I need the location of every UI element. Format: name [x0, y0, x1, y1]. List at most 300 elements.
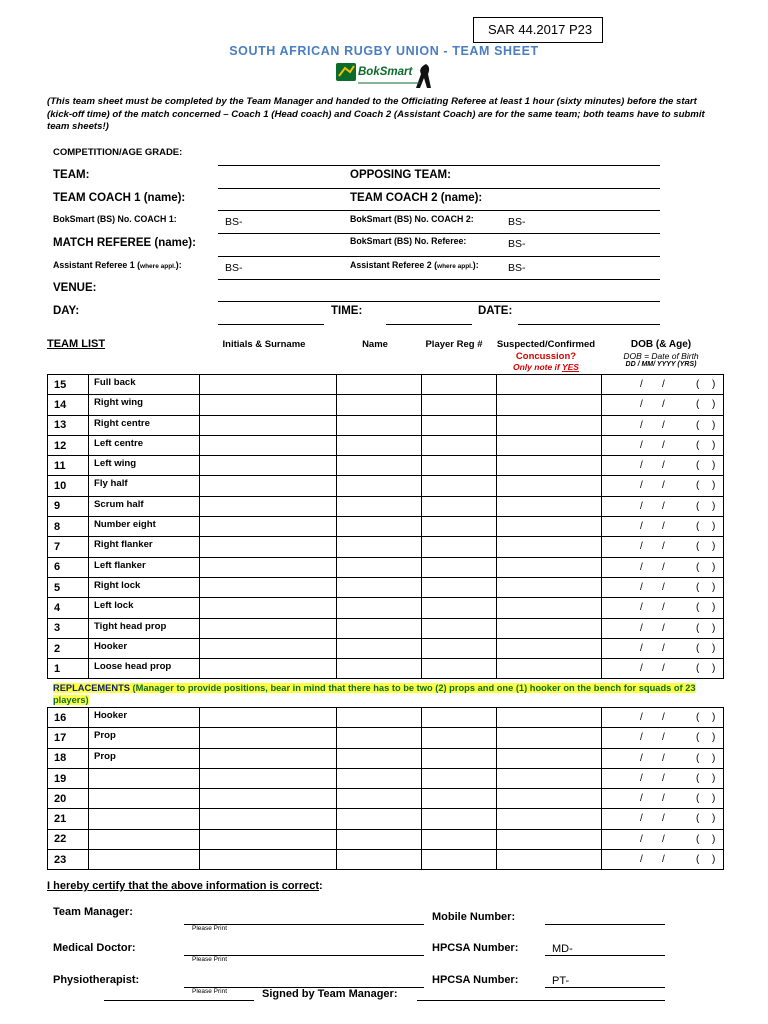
table-row: [48, 829, 724, 849]
player-reg-cell[interactable]: [422, 638, 497, 658]
dob-slash-2: /: [662, 813, 665, 825]
player-reg-cell[interactable]: [422, 375, 497, 395]
age-paren-close: ): [712, 602, 716, 614]
dob-cell[interactable]: [602, 638, 724, 658]
jersey-number: 13: [48, 415, 89, 435]
dob-slash-1: /: [640, 602, 643, 614]
name-cell[interactable]: [337, 517, 422, 537]
age-paren-open: (: [696, 379, 700, 390]
concussion-cell[interactable]: [497, 415, 602, 435]
name-cell[interactable]: [337, 618, 422, 638]
name-cell[interactable]: [337, 577, 422, 597]
physio-signature-line[interactable]: [104, 1000, 254, 1001]
dob-slash-2: /: [662, 500, 665, 512]
position-label: Fly half: [89, 476, 200, 496]
col-concussion-line2: Concussion?: [515, 351, 577, 362]
day-label: DAY:: [53, 305, 80, 317]
age-paren-open: (: [696, 793, 700, 805]
dob-slash-2: /: [662, 379, 665, 390]
position-label: [89, 768, 200, 788]
jersey-number: 11: [48, 456, 89, 476]
jersey-number: 10: [48, 476, 89, 496]
table-row: [48, 395, 724, 415]
dob-slash-1: /: [640, 581, 643, 593]
concussion-cell[interactable]: [497, 728, 602, 748]
name-cell[interactable]: [337, 748, 422, 768]
age-paren-open: (: [696, 663, 700, 675]
concussion-cell[interactable]: [497, 829, 602, 849]
dob-slash-2: /: [662, 772, 665, 784]
age-paren-open: (: [696, 561, 700, 573]
jersey-number: 9: [48, 496, 89, 516]
ar1-label-text: Assistant Referee 1 (: [53, 260, 141, 270]
jersey-number: 5: [48, 577, 89, 597]
replacements-label: REPLACEMENTS: [53, 683, 133, 693]
dob-slash-2: /: [662, 793, 665, 805]
dob-cell[interactable]: [602, 435, 724, 455]
initials-surname-cell[interactable]: [200, 850, 337, 870]
bs-coach1-label: BokSmart (BS) No. COACH 1:: [53, 214, 177, 224]
player-reg-cell[interactable]: [422, 496, 497, 516]
initials-surname-cell[interactable]: [200, 708, 337, 728]
dob-slash-2: /: [662, 712, 665, 723]
dob-slash-1: /: [640, 642, 643, 654]
hpcsa-value-1[interactable]: MD-: [552, 943, 573, 955]
dob-cell[interactable]: [602, 395, 724, 415]
dob-slash-1: /: [640, 480, 643, 492]
concussion-cell[interactable]: [497, 638, 602, 658]
please-print-2: Please Print: [192, 956, 228, 963]
dob-slash-1: /: [640, 541, 643, 553]
concussion-cell[interactable]: [497, 618, 602, 638]
initials-surname-cell[interactable]: [200, 476, 337, 496]
age-paren-open: (: [696, 833, 700, 845]
dob-cell[interactable]: [602, 598, 724, 618]
dob-cell[interactable]: [602, 789, 724, 809]
concussion-cell[interactable]: [497, 748, 602, 768]
name-cell[interactable]: [337, 708, 422, 728]
bs-referee-value[interactable]: BS-: [508, 238, 526, 250]
age-paren-open: (: [696, 732, 700, 744]
concussion-cell[interactable]: [497, 850, 602, 870]
name-cell[interactable]: [337, 395, 422, 415]
table-row: [48, 375, 724, 395]
venue-line[interactable]: [218, 301, 660, 302]
concussion-cell[interactable]: [497, 435, 602, 455]
concussion-cell[interactable]: [497, 375, 602, 395]
age-paren-close: ): [712, 521, 716, 533]
name-cell[interactable]: [337, 809, 422, 829]
dob-cell[interactable]: [602, 748, 724, 768]
table-row: [48, 415, 724, 435]
age-paren-close: ): [712, 379, 716, 390]
dob-cell[interactable]: [602, 557, 724, 577]
dob-slash-1: /: [640, 500, 643, 512]
initials-surname-cell[interactable]: [200, 415, 337, 435]
age-paren-close: ): [712, 712, 716, 723]
dob-cell[interactable]: [602, 375, 724, 395]
jersey-number: 17: [48, 728, 89, 748]
dob-cell[interactable]: [602, 517, 724, 537]
dob-cell[interactable]: [602, 496, 724, 516]
table-row: [48, 517, 724, 537]
col-dob-line3: DD / MM/ YYYY (YRS): [625, 361, 697, 368]
certify-text: I hereby certify that the above information is correct: [47, 880, 320, 892]
concussion-cell[interactable]: [497, 659, 602, 679]
starters-table: [47, 374, 724, 679]
day-line[interactable]: [218, 324, 324, 325]
name-cell[interactable]: [337, 476, 422, 496]
jersey-number: 19: [48, 768, 89, 788]
position-label: Right centre: [89, 415, 200, 435]
dob-slash-2: /: [662, 732, 665, 744]
initials-surname-cell[interactable]: [200, 728, 337, 748]
jersey-number: 16: [48, 708, 89, 728]
player-reg-cell[interactable]: [422, 768, 497, 788]
hpcsa-label-1: HPCSA Number:: [432, 942, 519, 954]
dob-slash-1: /: [640, 561, 643, 573]
age-paren-close: ): [712, 581, 716, 593]
concussion-cell[interactable]: [497, 577, 602, 597]
name-cell[interactable]: [337, 638, 422, 658]
jersey-number: 20: [48, 789, 89, 809]
mobile-label: Mobile Number:: [432, 911, 516, 923]
dob-slash-2: /: [662, 663, 665, 675]
name-cell[interactable]: [337, 768, 422, 788]
competition-label: COMPETITION/AGE GRADE:: [53, 147, 183, 158]
logo-text: BokSmart: [358, 66, 413, 78]
team-line[interactable]: [218, 188, 660, 189]
coach1-label: TEAM COACH 1 (name):: [53, 192, 186, 204]
age-paren-open: (: [696, 854, 700, 866]
player-reg-cell[interactable]: [422, 728, 497, 748]
dob-slash-1: /: [640, 379, 643, 390]
initials-surname-cell[interactable]: [200, 456, 337, 476]
initials-surname-cell[interactable]: [200, 618, 337, 638]
age-paren-open: (: [696, 521, 700, 533]
team-manager-label: Team Manager:: [53, 906, 133, 918]
table-row: [48, 537, 724, 557]
signed-by-label: Signed by Team Manager:: [262, 988, 398, 1000]
position-label: Prop: [89, 748, 200, 768]
dob-slash-1: /: [640, 521, 643, 533]
dob-slash-1: /: [640, 712, 643, 723]
dob-slash-1: /: [640, 439, 643, 451]
ar2-label-text: Assistant Referee 2 (: [350, 260, 438, 270]
player-reg-cell[interactable]: [422, 659, 497, 679]
player-reg-cell[interactable]: [422, 618, 497, 638]
concussion-cell[interactable]: [497, 476, 602, 496]
ar1-value[interactable]: BS-: [225, 262, 243, 274]
player-reg-cell[interactable]: [422, 395, 497, 415]
position-label: Loose head prop: [89, 659, 200, 679]
col-dob-line2: DOB = Date of Birth: [623, 351, 699, 361]
name-cell[interactable]: [337, 496, 422, 516]
jersey-number: 1: [48, 659, 89, 679]
dob-slash-2: /: [662, 622, 665, 634]
ar1-label: [53, 260, 182, 270]
position-label: Prop: [89, 728, 200, 748]
position-label: Scrum half: [89, 496, 200, 516]
name-cell[interactable]: [337, 850, 422, 870]
time-label: TIME:: [331, 305, 363, 317]
position-label: Number eight: [89, 517, 200, 537]
table-row: [48, 850, 724, 870]
initials-surname-cell[interactable]: [200, 517, 337, 537]
ar2-label: [350, 260, 479, 270]
ar2-label-end: ):: [472, 260, 479, 270]
bs-coach-line: [218, 233, 660, 234]
table-row: [48, 789, 724, 809]
hpcsa-line-2: [545, 987, 665, 988]
ar-line: [218, 279, 660, 280]
team-label: TEAM:: [53, 169, 90, 181]
dob-cell[interactable]: [602, 728, 724, 748]
jersey-number: 4: [48, 598, 89, 618]
dob-slash-2: /: [662, 460, 665, 472]
dob-slash-2: /: [662, 399, 665, 411]
age-paren-close: ): [712, 399, 716, 411]
physio-label: Physiotherapist:: [53, 974, 140, 986]
age-paren-open: (: [696, 500, 700, 512]
name-cell[interactable]: [337, 659, 422, 679]
dob-slash-1: /: [640, 833, 643, 845]
player-reg-cell[interactable]: [422, 557, 497, 577]
age-paren-open: (: [696, 642, 700, 654]
position-label: [89, 809, 200, 829]
initials-surname-cell[interactable]: [200, 577, 337, 597]
coach-line[interactable]: [218, 210, 660, 211]
dob-cell[interactable]: [602, 476, 724, 496]
player-reg-cell[interactable]: [422, 708, 497, 728]
player-reg-cell[interactable]: [422, 415, 497, 435]
initials-surname-cell[interactable]: [200, 809, 337, 829]
concussion-cell[interactable]: [497, 789, 602, 809]
col-initials-surname: Initials & Surname: [222, 339, 306, 350]
concussion-cell[interactable]: [497, 557, 602, 577]
initials-surname-cell[interactable]: [200, 557, 337, 577]
initials-surname-cell[interactable]: [200, 375, 337, 395]
initials-surname-cell[interactable]: [200, 768, 337, 788]
age-paren-open: (: [696, 813, 700, 825]
age-paren-open: (: [696, 772, 700, 784]
dob-cell[interactable]: [602, 537, 724, 557]
certify-colon: :: [319, 880, 323, 892]
jersey-number: 6: [48, 557, 89, 577]
position-label: [89, 829, 200, 849]
dob-cell[interactable]: [602, 659, 724, 679]
age-paren-open: (: [696, 602, 700, 614]
name-cell[interactable]: [337, 557, 422, 577]
mobile-line[interactable]: [545, 924, 665, 925]
age-paren-open: (: [696, 419, 700, 431]
dob-slash-2: /: [662, 419, 665, 431]
dob-slash-2: /: [662, 602, 665, 614]
initials-surname-cell[interactable]: [200, 638, 337, 658]
age-paren-open: (: [696, 712, 700, 723]
replacements-text: (Manager to provide positions, bear in mind that there has to be two (2) props and one (1) hooker on the bench for squads of 23 players): [53, 683, 696, 705]
jersey-number: 2: [48, 638, 89, 658]
dob-slash-2: /: [662, 480, 665, 492]
jersey-number: 14: [48, 395, 89, 415]
dob-slash-2: /: [662, 642, 665, 654]
name-cell[interactable]: [337, 728, 422, 748]
dob-slash-2: /: [662, 439, 665, 451]
dob-slash-2: /: [662, 833, 665, 845]
initials-surname-cell[interactable]: [200, 537, 337, 557]
col-name: Name: [362, 339, 388, 350]
dob-cell[interactable]: [602, 577, 724, 597]
jersey-number: 7: [48, 537, 89, 557]
player-reg-cell[interactable]: [422, 829, 497, 849]
replacements-note: [47, 680, 723, 709]
player-reg-cell[interactable]: [422, 789, 497, 809]
initials-surname-cell[interactable]: [200, 659, 337, 679]
dob-slash-1: /: [640, 622, 643, 634]
age-paren-open: (: [696, 439, 700, 451]
table-row: [48, 618, 724, 638]
initials-surname-cell[interactable]: [200, 789, 337, 809]
player-reg-cell[interactable]: [422, 476, 497, 496]
dob-slash-2: /: [662, 854, 665, 866]
position-label: Full back: [89, 375, 200, 395]
concussion-cell[interactable]: [497, 456, 602, 476]
table-row: [48, 496, 724, 516]
concussion-cell[interactable]: [497, 496, 602, 516]
position-label: Left lock: [89, 598, 200, 618]
age-paren-close: ): [712, 772, 716, 784]
age-paren-open: (: [696, 399, 700, 411]
initials-surname-cell[interactable]: [200, 395, 337, 415]
table-row: [48, 598, 724, 618]
player-reg-cell[interactable]: [422, 809, 497, 829]
name-cell[interactable]: [337, 537, 422, 557]
col-concussion-line3: [488, 362, 604, 372]
venue-label: VENUE:: [53, 282, 97, 294]
boksmart-logo: [336, 60, 436, 92]
dob-cell[interactable]: [602, 708, 724, 728]
player-reg-cell[interactable]: [422, 577, 497, 597]
dob-slash-1: /: [640, 663, 643, 675]
hpcsa-line-1: [545, 955, 665, 956]
age-paren-close: ): [712, 732, 716, 744]
dob-cell[interactable]: [602, 850, 724, 870]
name-cell[interactable]: [337, 415, 422, 435]
page-title: SOUTH AFRICAN RUGBY UNION - TEAM SHEET: [229, 44, 539, 58]
concussion-cell[interactable]: [497, 395, 602, 415]
name-cell[interactable]: [337, 435, 422, 455]
position-label: Left centre: [89, 435, 200, 455]
dob-cell[interactable]: [602, 415, 724, 435]
age-paren-close: ): [712, 752, 716, 764]
dob-cell[interactable]: [602, 768, 724, 788]
dob-slash-2: /: [662, 581, 665, 593]
jersey-number: 12: [48, 435, 89, 455]
dob-cell[interactable]: [602, 456, 724, 476]
jersey-number: 23: [48, 850, 89, 870]
position-label: Left flanker: [89, 557, 200, 577]
yes-text: YES: [561, 362, 579, 372]
player-reg-cell[interactable]: [422, 537, 497, 557]
please-print-1: Please Print: [192, 925, 228, 932]
name-cell[interactable]: [337, 375, 422, 395]
medical-doctor-label: Medical Doctor:: [53, 942, 136, 954]
initials-surname-cell[interactable]: [200, 829, 337, 849]
concussion-cell[interactable]: [497, 517, 602, 537]
player-reg-cell[interactable]: [422, 598, 497, 618]
dob-slash-1: /: [640, 793, 643, 805]
age-paren-close: ): [712, 439, 716, 451]
initials-surname-cell[interactable]: [200, 748, 337, 768]
name-cell[interactable]: [337, 789, 422, 809]
name-cell[interactable]: [337, 598, 422, 618]
replacements-table: [47, 707, 724, 870]
please-print-3: Please Print: [192, 988, 228, 995]
position-label: [89, 789, 200, 809]
dob-slash-2: /: [662, 521, 665, 533]
table-row: [48, 728, 724, 748]
coach2-label: TEAM COACH 2 (name):: [350, 192, 483, 204]
time-line[interactable]: [386, 324, 472, 325]
player-reg-cell[interactable]: [422, 517, 497, 537]
concussion-cell[interactable]: [497, 809, 602, 829]
dob-slash-2: /: [662, 541, 665, 553]
concussion-cell[interactable]: [497, 708, 602, 728]
competition-line[interactable]: [218, 165, 660, 166]
player-reg-cell[interactable]: [422, 748, 497, 768]
bs-coach2-value[interactable]: BS-: [508, 216, 526, 228]
col-concussion-line1: Suspected/Confirmed: [496, 339, 596, 350]
dob-cell[interactable]: [602, 829, 724, 849]
hpcsa-value-2[interactable]: PT-: [552, 975, 570, 987]
player-reg-cell[interactable]: [422, 435, 497, 455]
initials-surname-cell[interactable]: [200, 496, 337, 516]
player-reg-cell[interactable]: [422, 456, 497, 476]
concussion-cell[interactable]: [497, 598, 602, 618]
col-player-reg: Player Reg #: [425, 339, 483, 350]
date-line[interactable]: [518, 324, 660, 325]
table-row: [48, 456, 724, 476]
name-cell[interactable]: [337, 456, 422, 476]
reference-code-box: SAR 44.2017 P23: [473, 17, 603, 43]
dob-slash-1: /: [640, 813, 643, 825]
age-paren-close: ): [712, 480, 716, 492]
age-paren-close: ): [712, 663, 716, 675]
initials-surname-cell[interactable]: [200, 435, 337, 455]
concussion-cell[interactable]: [497, 537, 602, 557]
jersey-number: 8: [48, 517, 89, 537]
player-reg-cell[interactable]: [422, 850, 497, 870]
dob-cell[interactable]: [602, 809, 724, 829]
position-label: [89, 850, 200, 870]
position-label: Right lock: [89, 577, 200, 597]
dob-slash-1: /: [640, 772, 643, 784]
initials-surname-cell[interactable]: [200, 598, 337, 618]
age-paren-close: ): [712, 813, 716, 825]
dob-slash-1: /: [640, 419, 643, 431]
ar2-value[interactable]: BS-: [508, 262, 526, 274]
signature-line[interactable]: [417, 1000, 665, 1001]
dob-slash-2: /: [662, 561, 665, 573]
col-dob-line1: DOB (& Age): [630, 339, 692, 350]
bs-coach1-value[interactable]: BS-: [225, 216, 243, 228]
dob-slash-2: /: [662, 752, 665, 764]
age-paren-close: ): [712, 460, 716, 472]
concussion-cell[interactable]: [497, 768, 602, 788]
name-cell[interactable]: [337, 829, 422, 849]
dob-cell[interactable]: [602, 618, 724, 638]
referee-line[interactable]: [218, 256, 660, 257]
